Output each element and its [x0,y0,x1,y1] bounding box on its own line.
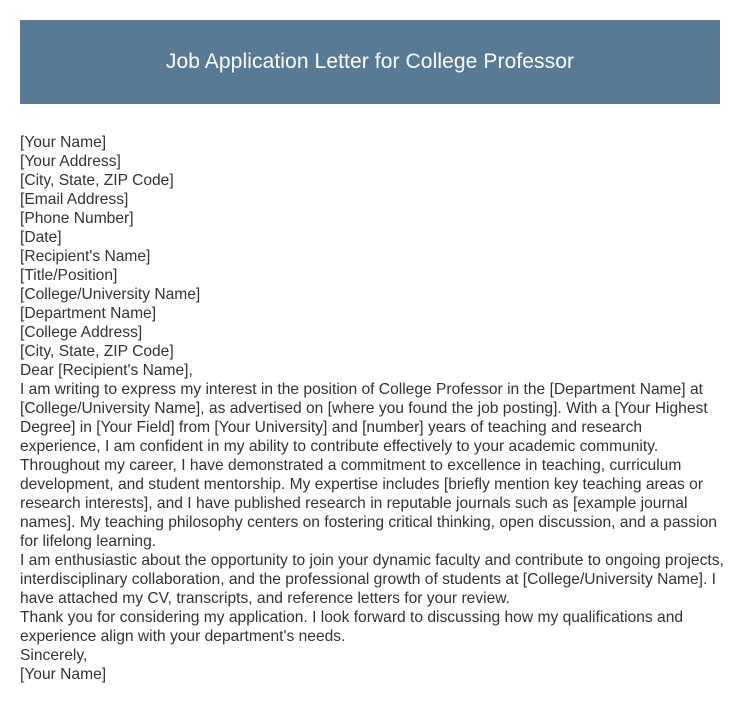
letter-date: [Date] [20,229,62,246]
signature: [Your Name] [20,666,107,683]
recipient-department: [Department Name] [20,305,157,322]
body-paragraph-enthusiasm: I am enthusiastic about the opportunity to join your dynamic faculty and contribute to ongoing projects, interdisciplinary collaboration, and the professional growth of students at [College/University Name]. I have attached my CV, transcripts, and reference letters for your review. [20,552,724,607]
sender-phone: [Phone Number] [20,210,134,227]
recipient-college: [College/University Name] [20,286,201,303]
sender-city-state-zip: [City, State, ZIP Code] [20,172,174,189]
recipient-name: [Recipient's Name] [20,248,151,265]
recipient-city-state-zip: [City, State, ZIP Code] [20,343,174,360]
page-title: Job Application Letter for College Professor [165,50,575,73]
body-paragraph-experience: Throughout my career, I have demonstrated a commitment to excellence in teaching, curriculum development, and student mentorship. My expertise includes [briefly mention key teaching areas or research interests], and I have published research in reputable journals such as [example journal names]. My teaching philosophy centers on fostering critical thinking, open discussion, and a passion for lifelong learning. [20,457,717,550]
body-paragraph-thanks: Thank you for considering my application. I look forward to discussing how my qualifications and experience align with your department's needs. [20,609,684,645]
sender-email: [Email Address] [20,191,129,208]
sender-name: [Your Name] [20,134,107,151]
sender-address: [Your Address] [20,153,121,170]
recipient-title: [Title/Position] [20,267,118,284]
closing: Sincerely, [20,647,88,664]
title-banner [20,20,720,104]
body-paragraph-intro: I am writing to express my interest in the position of College Professor in the [Department Name] at [College/University Name], as advertised on [where you found the job posting]. With a [Your Highest Degree] in [Your Field] from [Your University] and [number] years of teaching and research experience, I am confident in my ability to contribute effectively to your academic community. [20,381,708,455]
salutation: Dear [Recipient's Name], [20,362,193,379]
letter-body [20,133,725,684]
recipient-address: [College Address] [20,324,143,341]
